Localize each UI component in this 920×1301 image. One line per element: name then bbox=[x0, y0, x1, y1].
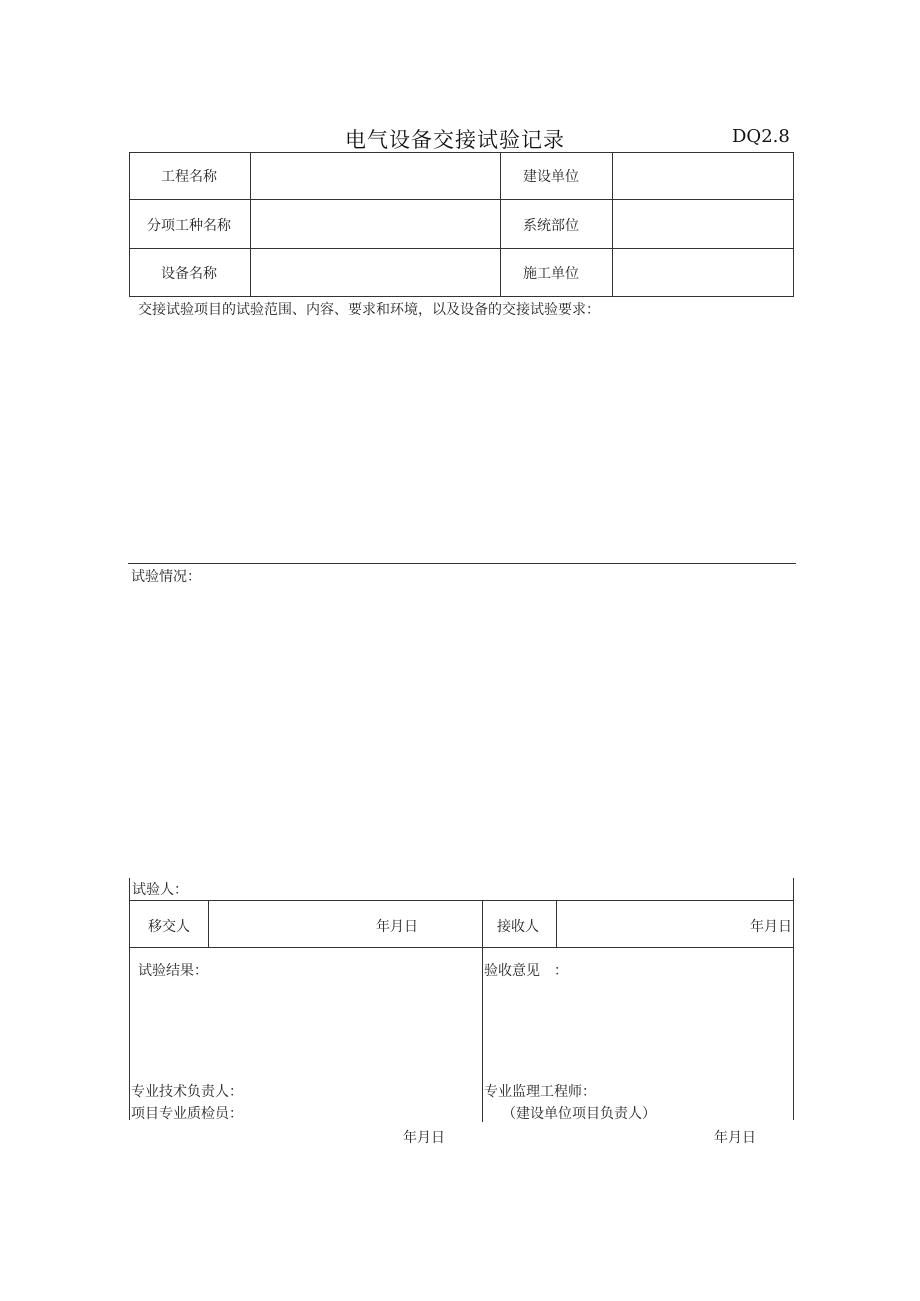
table-border bbox=[500, 152, 501, 297]
project-name-label: 工程名称 bbox=[161, 169, 217, 185]
table-border bbox=[612, 152, 613, 297]
receiver-label: 接收人 bbox=[497, 919, 539, 935]
tester-label: 试验人： bbox=[132, 882, 188, 898]
table-border bbox=[482, 900, 483, 1122]
form-code: DQ2.8 bbox=[732, 126, 790, 147]
test-result-label: 试验结果： bbox=[138, 963, 208, 979]
table-border bbox=[129, 296, 794, 297]
supervising-engineer-label: 专业监理工程师： bbox=[484, 1084, 596, 1100]
table-border bbox=[208, 900, 209, 948]
table-border bbox=[129, 878, 130, 1120]
owner-unit-label: 建设单位 bbox=[523, 169, 579, 185]
table-border bbox=[129, 248, 794, 249]
table-border bbox=[129, 152, 794, 153]
transfer-date[interactable]: 年月日 bbox=[376, 919, 418, 935]
result-date[interactable]: 年月日 bbox=[403, 1130, 445, 1146]
test-status-label: 试验情况： bbox=[131, 569, 201, 585]
sub-item-name-label: 分项工种名称 bbox=[147, 218, 231, 234]
acceptance-opinion-label: 验收意见 ： bbox=[484, 963, 568, 979]
owner-representative-label: （建设单位项目负责人） bbox=[502, 1106, 656, 1122]
table-border bbox=[129, 199, 794, 200]
system-part-label: 系统部位 bbox=[523, 218, 579, 234]
requirements-label: 交接试验项目的试验范围、内容、要求和环境，以及设备的交接试验要求： bbox=[138, 302, 600, 318]
construction-unit-label: 施工单位 bbox=[523, 266, 579, 282]
quality-inspector-label: 项目专业质检员： bbox=[131, 1106, 243, 1122]
table-border bbox=[556, 900, 557, 948]
receiver-date[interactable]: 年月日 bbox=[750, 919, 792, 935]
transfer-person-label: 移交人 bbox=[148, 919, 190, 935]
section-divider bbox=[128, 563, 796, 564]
document-title: 电气设备交接试验记录 bbox=[345, 128, 565, 152]
table-border bbox=[250, 152, 251, 297]
table-border bbox=[793, 878, 794, 1120]
technical-lead-label: 专业技术负责人： bbox=[131, 1084, 243, 1100]
table-border bbox=[129, 947, 794, 948]
table-border bbox=[793, 152, 794, 297]
table-border bbox=[129, 152, 130, 297]
acceptance-date[interactable]: 年月日 bbox=[714, 1130, 756, 1146]
equipment-name-label: 设备名称 bbox=[161, 266, 217, 282]
table-border bbox=[129, 900, 794, 901]
